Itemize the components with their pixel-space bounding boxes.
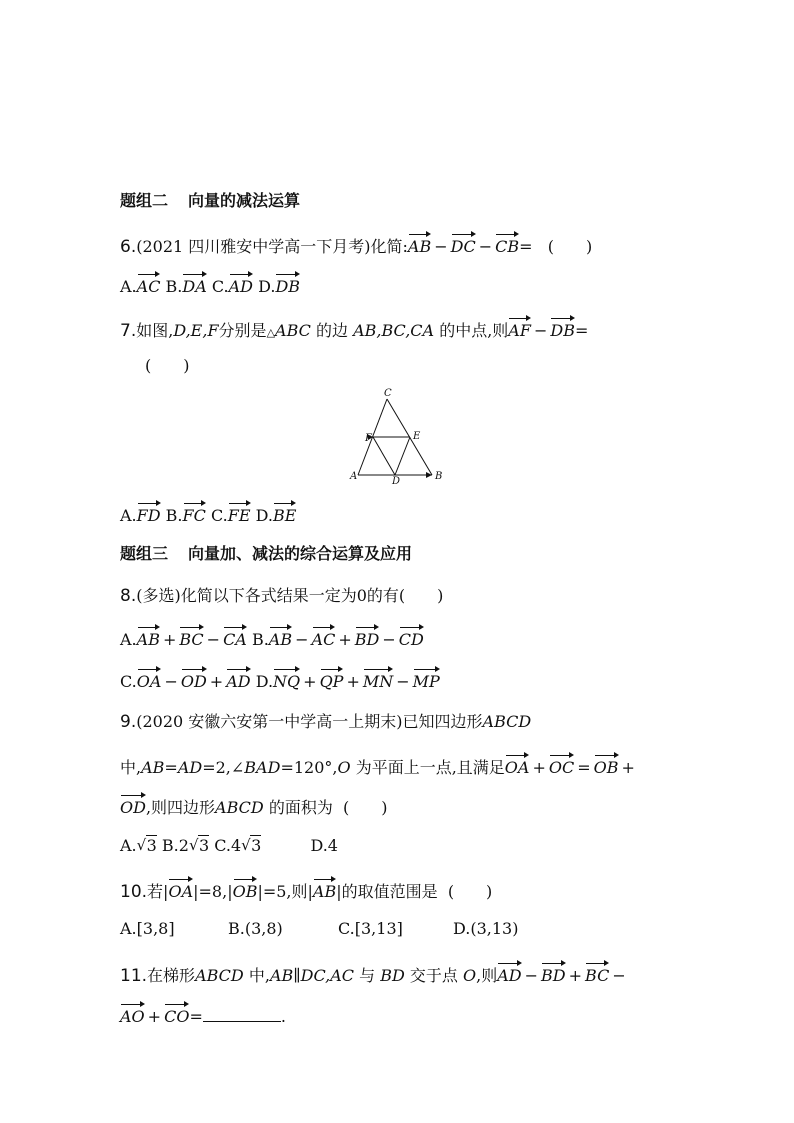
vector-OA: OA bbox=[168, 876, 193, 904]
q9-line3 bbox=[120, 792, 388, 820]
vector-OB: OB bbox=[233, 876, 258, 904]
q8-options-cd: C.OA − OD + AD D.NQ + QP + MN − MP bbox=[120, 666, 440, 694]
option-c: C. bbox=[211, 277, 229, 296]
vector-FE: FE bbox=[228, 500, 251, 528]
group3-subtitle: 向量加、减法的综合运算及应用 bbox=[188, 544, 413, 563]
radicand: 3 bbox=[198, 836, 210, 855]
option-d: D.4 bbox=[310, 836, 338, 855]
option-b: B.(3,8) bbox=[228, 919, 283, 938]
quad-name: ABCD bbox=[195, 966, 244, 985]
label-e: E bbox=[413, 431, 421, 442]
vector-OD: OD bbox=[120, 792, 146, 820]
segment-bd: BD bbox=[380, 966, 405, 985]
vector: BD bbox=[355, 624, 380, 652]
option-a: A.[3,8] bbox=[120, 919, 175, 938]
sqrt: √ 3 bbox=[136, 836, 157, 855]
vector-BE: BE bbox=[273, 500, 296, 528]
q9-text: 为平面上一点,且满足 bbox=[355, 758, 505, 777]
q11-number: 11. bbox=[120, 966, 148, 986]
option-d: D. bbox=[255, 672, 274, 691]
q7-text: 的中点,则 bbox=[439, 321, 509, 340]
vector: OA bbox=[137, 666, 162, 694]
q7-text: 如图, bbox=[136, 321, 174, 340]
sqrt: √ 3 bbox=[188, 836, 210, 855]
angle-name: BAD bbox=[244, 758, 281, 777]
option-d: D. bbox=[255, 506, 273, 525]
q9-line2: 中,AB=AD=2,∠BAD=120°,O 为平面上一点,且满足OA + OC = OB + bbox=[120, 752, 638, 780]
equals: = bbox=[574, 321, 589, 340]
q6-options bbox=[120, 271, 300, 299]
answer-paren: ( ) bbox=[447, 882, 493, 901]
option-d: D. bbox=[258, 277, 276, 296]
quad-name: ABCD bbox=[482, 712, 532, 731]
q11-text: 在梯形 bbox=[147, 966, 196, 985]
radicand: 3 bbox=[146, 836, 157, 855]
option-b: B. bbox=[165, 506, 183, 525]
sqrt: √ 3 bbox=[241, 836, 262, 855]
vector: MP bbox=[413, 666, 440, 694]
option-a: A. bbox=[120, 630, 137, 649]
q7-paren-line bbox=[145, 354, 190, 378]
point-o: O bbox=[463, 966, 477, 985]
equals: = bbox=[519, 237, 533, 256]
q11-stem: 11.在梯形ABCD 中,AB∥DC,AC 与 BD 交于点 O,则AD − BD + BC − bbox=[120, 960, 629, 988]
triangle-symbol: △ bbox=[266, 326, 276, 339]
period: . bbox=[280, 1007, 286, 1026]
option-b: B.2 bbox=[161, 836, 189, 855]
vector: BC bbox=[179, 624, 203, 652]
q9-condition: AB=AD= bbox=[141, 758, 216, 777]
vector: OD bbox=[181, 666, 207, 694]
q8-stem bbox=[120, 584, 443, 608]
q9-stem bbox=[120, 710, 531, 734]
q7-points: D,E,F bbox=[173, 321, 219, 340]
q6-stem: 6.(2021 四川雅安中学高一下月考)化简:AB − DC − CB= ( ) bbox=[120, 231, 592, 259]
vector-BC: BC bbox=[585, 960, 609, 988]
midline-fd bbox=[373, 437, 395, 475]
label-b: B bbox=[435, 471, 443, 482]
equals: = bbox=[189, 1007, 203, 1026]
q7-stem: 7.如图,D,E,F分别是△ABC 的边 AB,BC,CA 的中点,则AF − DB= bbox=[120, 315, 588, 345]
q7-options bbox=[120, 500, 296, 528]
vector-DB: DB bbox=[275, 271, 300, 299]
vector-AD: AD bbox=[229, 271, 253, 299]
q10-options bbox=[120, 917, 518, 941]
label-c: C bbox=[384, 388, 392, 399]
option-a: A. bbox=[120, 277, 137, 296]
vector-CB: CB bbox=[495, 231, 519, 259]
q7-text: 分别是 bbox=[218, 321, 267, 340]
answer-paren: ( ) bbox=[547, 237, 593, 256]
q9-value: 2 bbox=[215, 758, 226, 777]
q7-number: 7. bbox=[120, 321, 137, 341]
label-d: D bbox=[392, 476, 401, 486]
q10-text: 若| bbox=[147, 882, 169, 901]
vector-DC: DC bbox=[451, 231, 476, 259]
q11-parallel: AB∥DC,AC bbox=[269, 966, 355, 985]
group2-heading bbox=[120, 189, 300, 213]
point-o: O bbox=[337, 758, 351, 777]
answer-paren: ( ) bbox=[145, 356, 190, 375]
vector-OB: OB bbox=[594, 752, 619, 780]
vector-OC: OC bbox=[549, 752, 574, 780]
vector: AC bbox=[312, 624, 336, 652]
vector-AC: AC bbox=[137, 271, 161, 299]
group3-heading bbox=[120, 542, 412, 566]
vector-OA: OA bbox=[505, 752, 530, 780]
q9-number: 9. bbox=[120, 712, 137, 732]
q8-text: (多选)化简以下各式结果一定为0的有( ) bbox=[136, 586, 444, 605]
option-c: C. bbox=[120, 672, 137, 691]
q11-line2: AO + CO= . bbox=[120, 1001, 286, 1029]
q7-text: 的边 bbox=[315, 321, 348, 340]
q11-text: 交于点 bbox=[409, 966, 458, 985]
vector-AB: AB bbox=[408, 231, 431, 259]
midline-ed bbox=[395, 437, 410, 475]
q10-text: |=5,则| bbox=[257, 882, 313, 901]
vector-AO: AO bbox=[120, 1001, 145, 1029]
vector: AD bbox=[226, 666, 250, 694]
vector-FC: FC bbox=[183, 500, 206, 528]
vector-DA: DA bbox=[182, 271, 206, 299]
q8-options-ab: A.AB + BC − CA B.AB − AC + BD − CD bbox=[120, 624, 424, 652]
group3-title: 题组三 bbox=[120, 544, 169, 563]
option-c: C.[3,13] bbox=[338, 919, 403, 938]
option-b: B. bbox=[251, 630, 269, 649]
q6-number: 6. bbox=[120, 237, 137, 257]
vector-DB: DB bbox=[550, 315, 575, 343]
q11-text: 中, bbox=[248, 966, 270, 985]
vector-AD: AD bbox=[497, 960, 521, 988]
q11-text: ,则 bbox=[476, 966, 498, 985]
angle-symbol: ,∠ bbox=[225, 758, 245, 777]
q6-source: (2021 四川雅安中学高一下月考)化简: bbox=[136, 237, 408, 256]
radicand: 3 bbox=[251, 836, 262, 855]
group2-subtitle: 向量的减法运算 bbox=[188, 191, 301, 210]
vector: NQ bbox=[273, 666, 300, 694]
vector: AB bbox=[137, 624, 160, 652]
option-b: B. bbox=[165, 277, 183, 296]
vector: MN bbox=[363, 666, 393, 694]
option-d: D.(3,13) bbox=[453, 919, 519, 938]
angle-value: =120°, bbox=[280, 758, 338, 777]
triangle-name: ABC bbox=[275, 321, 311, 340]
vector-AB: AB bbox=[313, 876, 336, 904]
vector-FD: FD bbox=[137, 500, 161, 528]
vector: CA bbox=[223, 624, 247, 652]
label-f: F bbox=[365, 433, 372, 444]
q11-text: 与 bbox=[359, 966, 376, 985]
vector-AF: AF bbox=[508, 315, 531, 343]
q8-number: 8. bbox=[120, 586, 137, 606]
option-a: A. bbox=[120, 836, 137, 855]
q9-text: 的面积为 bbox=[268, 798, 333, 817]
option-c: C.4 bbox=[214, 836, 242, 855]
q10-text: |的取值范围是 bbox=[336, 882, 438, 901]
quad-name: ABCD bbox=[215, 798, 264, 817]
q9-options bbox=[120, 834, 338, 858]
q9-source: (2020 安徽六安第一中学高一上期末)已知四边形 bbox=[136, 712, 483, 731]
q9-text: 中, bbox=[120, 758, 142, 777]
q10-text: |=8,| bbox=[193, 882, 233, 901]
q7-sides: AB,BC,CA bbox=[353, 321, 435, 340]
vector: AB bbox=[269, 624, 292, 652]
vector-BD: BD bbox=[541, 960, 566, 988]
group2-title: 题组二 bbox=[120, 191, 169, 210]
vector-CO: CO bbox=[164, 1001, 189, 1029]
triangle-figure bbox=[340, 386, 450, 486]
answer-paren: ( ) bbox=[343, 798, 388, 817]
option-a: A. bbox=[120, 506, 137, 525]
answer-blank[interactable] bbox=[203, 1005, 281, 1022]
q10-number: 10. bbox=[120, 882, 148, 902]
q10-stem bbox=[120, 876, 492, 904]
label-a: A bbox=[350, 471, 358, 482]
vector: QP bbox=[320, 666, 344, 694]
vector: CD bbox=[399, 624, 424, 652]
option-c: C. bbox=[210, 506, 228, 525]
q9-text: ,则四边形 bbox=[145, 798, 216, 817]
